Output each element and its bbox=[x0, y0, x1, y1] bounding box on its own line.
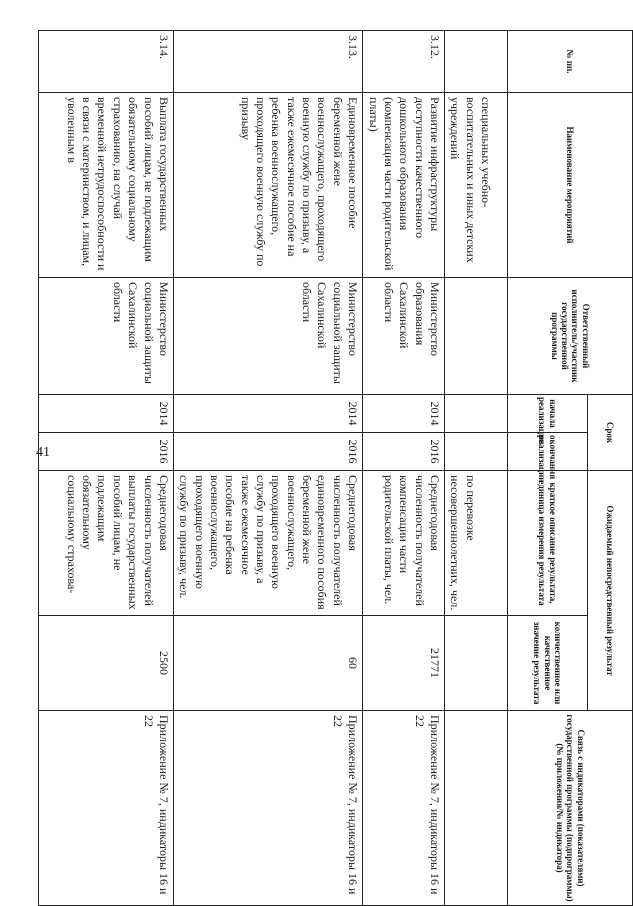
header-link: Связь с индикаторами (показателями) государственной программы (подпрограммы) (№ приложения/№ индикатора) bbox=[508, 711, 633, 906]
row-name: Развитие инфраструктуры доступности качественного дошкольного образования (компенсация части родительской платы) bbox=[363, 93, 445, 278]
row-desc: Среднегодовая численность получателей компенсации части родительской платы, чел. bbox=[363, 471, 445, 616]
row-end bbox=[445, 433, 508, 471]
row-num: 3.14. bbox=[38, 31, 173, 93]
table-area bbox=[64, 30, 633, 905]
table-row bbox=[363, 31, 445, 906]
row-responsible bbox=[445, 278, 508, 395]
row-start: 2014 bbox=[38, 395, 173, 433]
header-period-start: начала реализации bbox=[508, 395, 588, 433]
header-expected-value: количественное или качественное значение результата bbox=[508, 616, 588, 711]
row-link bbox=[445, 711, 508, 906]
row-name: Выплата государственных пособий лицам, не подлежащим обязательному социальному страхованию, на случай временной нетрудоспособности и в связи с материнством, и лицам, уволенным в bbox=[38, 93, 173, 278]
row-start: 2014 bbox=[363, 395, 445, 433]
table-row bbox=[173, 31, 362, 906]
rotated-table-container bbox=[64, 30, 633, 905]
table-row bbox=[445, 31, 508, 906]
table-row bbox=[38, 31, 173, 906]
header-num: № пп. bbox=[508, 31, 633, 93]
row-desc: Среднегодовая численность получателей выплаты государственных пособий лицам, не подлежащим обязательному социальному страхова- bbox=[38, 471, 173, 616]
header-name: Наименование мероприятий bbox=[508, 93, 633, 278]
row-value: 60 bbox=[173, 616, 362, 711]
row-start: 2014 bbox=[173, 395, 362, 433]
row-value: 21771 bbox=[363, 616, 445, 711]
row-responsible: Министерство социальной защиты Сахалинской области bbox=[173, 278, 362, 395]
row-responsible: Министерство образования Сахалинской области bbox=[363, 278, 445, 395]
row-link: Приложение № 7, индикаторы 16 и 22 bbox=[173, 711, 362, 906]
row-value: 2500 bbox=[38, 616, 173, 711]
row-num bbox=[445, 31, 508, 93]
row-value bbox=[445, 616, 508, 711]
row-end: 2016 bbox=[38, 433, 173, 471]
row-end: 2016 bbox=[173, 433, 362, 471]
row-num: 3.12. bbox=[363, 31, 445, 93]
header-responsible: Ответственный исполнитель/участник государственной программы bbox=[508, 278, 633, 395]
measures-table bbox=[38, 30, 633, 906]
row-desc: Среднегодовая численность получателей единовременного пособия беременной жене военнослужащего, проходящего военную службу по призыву, а также ежемесячное пособие на ребенка военнослужащего, проходящего военную службу по призыву, чел. bbox=[173, 471, 362, 616]
row-num: 3.13. bbox=[173, 31, 362, 93]
row-name: специальных учебно-воспитательных и иных детских учреждений bbox=[445, 93, 508, 278]
row-desc: по перевозке несовершеннолетних, чел. bbox=[445, 471, 508, 616]
row-link: Приложение № 7, индикаторы 16 и 22 bbox=[38, 711, 173, 906]
header-period: Срок bbox=[588, 395, 633, 471]
header-expected: Ожидаемый непосредственный результат bbox=[588, 471, 633, 711]
page-number: 41 bbox=[36, 445, 50, 460]
row-link: Приложение № 7, индикаторы 16 и 22 bbox=[363, 711, 445, 906]
header-expected-desc: краткое описание результата, единица измерения результата bbox=[508, 471, 588, 616]
row-start bbox=[445, 395, 508, 433]
row-end: 2016 bbox=[363, 433, 445, 471]
row-responsible: Министерство социальной защиты Сахалинской области bbox=[38, 278, 173, 395]
row-name: Единовременное пособие беременной жене военнослужащего, проходящего военную службу по призыву, а также ежемесячное пособие на ребенка военнослужащего, проходящего военную службу по призыву bbox=[173, 93, 362, 278]
header-period-end: окончания реализации bbox=[508, 433, 588, 471]
